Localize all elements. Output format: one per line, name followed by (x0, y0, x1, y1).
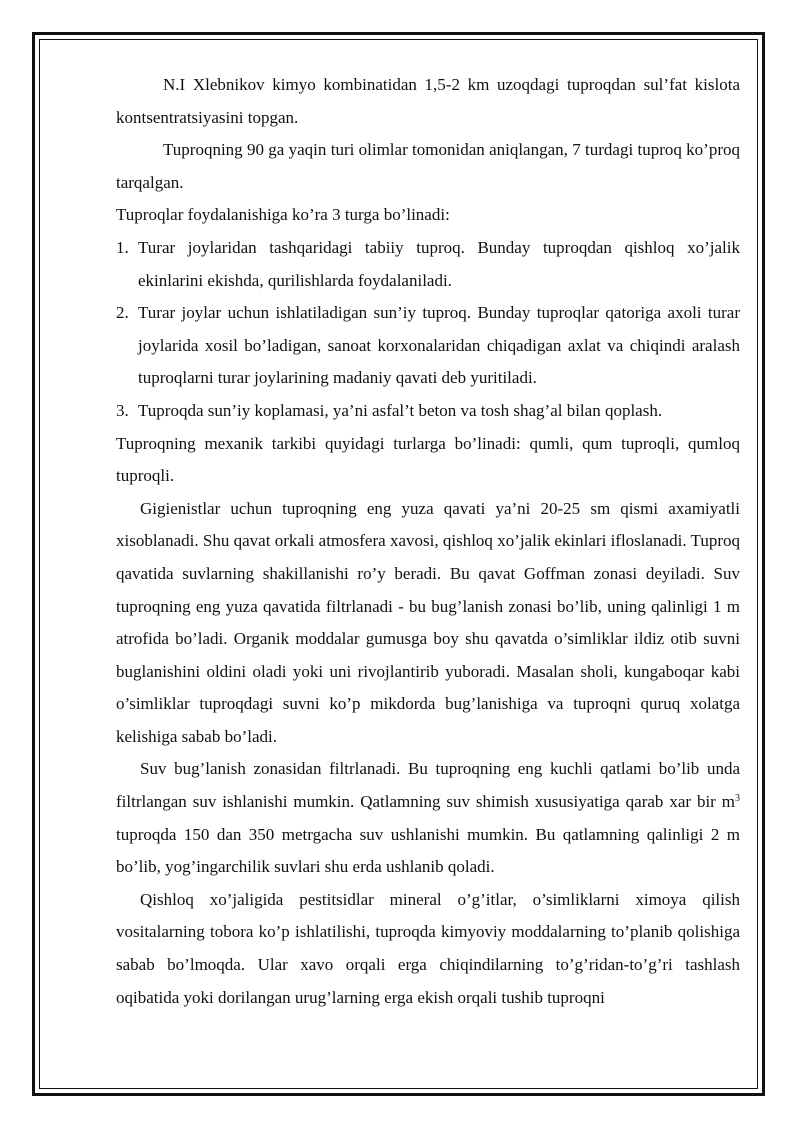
paragraph-7: Qishloq xo’jaligida pestitsidlar mineral o’g’itlar, o’simliklarni ximoya qilish vositalarning tobora ko’p ishlatilishi, tuproqda kimyoviy moddalarning to’planib qolishiga sabab bo’lmoqda. Ular xavo orqali erga chiqindilarning to’g’ridan-to’g’ri tashlash oqibatida yoki dorilangan urug’larning erga ekish orqali tushib tuproqni (116, 889, 740, 1007)
paragraph-5: Gigienistlar uchun tuproqning eng yuza qavati ya’ni 20-25 sm qismi axamiyatli xisoblanadi. Shu qavat orkali atmosfera xavosi, qishloq xo’jalik ekinlari ifloslanadi. Tuproq qavatida suvlarning shakillanishi ro’y beradi. Bu qavat Goffman zonasi deyiladi. Suv tuproqning eng yuza qavatida filtrlanadi - bu bug’lanish zonasi bo’lib, uning qalinligi 1 m atrofida bo’ladi. Organik moddalar gumusga boy shu qavatda o’simliklar ildiz otib suvni buglanishini oldini oladi yoki uni rivojlantirib yuboradi. Masalan sholi, kungaboqar kabi o’simliklar tuproqdagi suvni ko’p mikdorda bug’lanishiga va tuproqni quruq xolatga kelishiga sabab bo’ladi. (116, 498, 740, 746)
list-number: 1. (116, 237, 129, 257)
list-item-text: Turar joylaridan tashqaridagi tabiiy tuproq. Bunday tuproqdan qishloq xo’jalik ekinlarini ekishda, qurilishlarda foydalaniladi. (138, 237, 740, 290)
paragraph-6-part-b: tuproqda 150 dan 350 metrgacha suv ushlanishi mumkin. Bu qatlamning qalinligi 2 m bo’lib, yog’ingarchilik suvlari shu erda ushlanib qoladi. (116, 824, 740, 877)
list-number: 3. (116, 400, 129, 420)
paragraph-1: N.I Xlebnikov kimyo kombinatidan 1,5-2 km uzoqdagi tuproqdan sul’fat kislota kontsentratsiyasini topgan. (116, 75, 740, 127)
list-item-text: Turar joylar uchun ishlatiladigan sun’iy tuproq. Bunday tuproqlar qatoriga axoli turar joylarida xosil bo’ladigan, sanoat korxonalaridan chiqadigan axlat va chiqindi aralash tuproqlarni turar joylarining madaniy qavati deb yuritiladi. (138, 303, 740, 388)
list-item-1 (116, 232, 740, 297)
paragraph-3: Tuproqlar foydalanishiga ko’ra 3 turga bo’linadi: (116, 205, 450, 225)
paragraph-4: Tuproqning mexanik tarkibi quyidagi turlarga bo’linadi: qumli, qum tuproqli, qumloq tuproqli. (116, 433, 740, 486)
list-number: 2. (116, 303, 129, 323)
paragraph-6-part-a: Suv bug’lanish zonasidan filtrlanadi. Bu tuproqning eng kuchli qatlami bo’lib unda filtrlangan suv ishlanishi mumkin. Qatlamning suv shimish xususiyatiga qarab xar bir m (116, 759, 740, 812)
superscript-3: 3 (735, 793, 740, 805)
list-item-text: Tuproqda sun’iy koplamasi, ya’ni asfal’t beton va tosh shag’al bilan qoplash. (138, 400, 663, 420)
paragraph-2: Tuproqning 90 ga yaqin turi olimlar tomonidan aniqlangan, 7 turdagi tuproq ko’proq tarqalgan. (116, 140, 740, 192)
document-body (116, 69, 740, 1014)
paragraph-6 (116, 753, 740, 883)
list-item-3 (116, 395, 740, 428)
list-item-2 (116, 297, 740, 395)
